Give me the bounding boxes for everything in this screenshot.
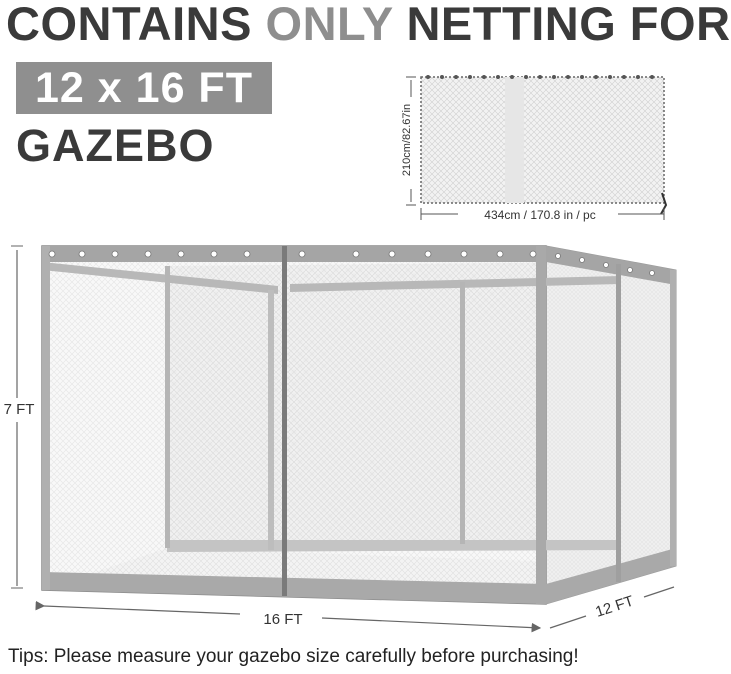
panel-width-label: 434cm / 170.8 in / pc [484, 208, 596, 222]
depth-dimension-label: 12 FT [593, 592, 636, 621]
product-word: GAZEBO [16, 120, 215, 171]
panel-height-label: 210cm/82.67in [401, 103, 413, 177]
tips-text: Tips: Please measure your gazebo size carefully before purchasing! [8, 646, 579, 667]
headline-part-2: ONLY [265, 0, 393, 50]
net-panel [421, 75, 666, 214]
size-badge: 12 x 16 FT [16, 62, 272, 114]
gazebo-enclosure [42, 246, 676, 604]
headline-part-1: CONTAINS [6, 0, 266, 50]
headline-part-3: NETTING FOR [392, 0, 731, 50]
height-dimension-label: 7 FT [3, 401, 35, 418]
length-dimension-label: 16 FT [263, 611, 303, 628]
